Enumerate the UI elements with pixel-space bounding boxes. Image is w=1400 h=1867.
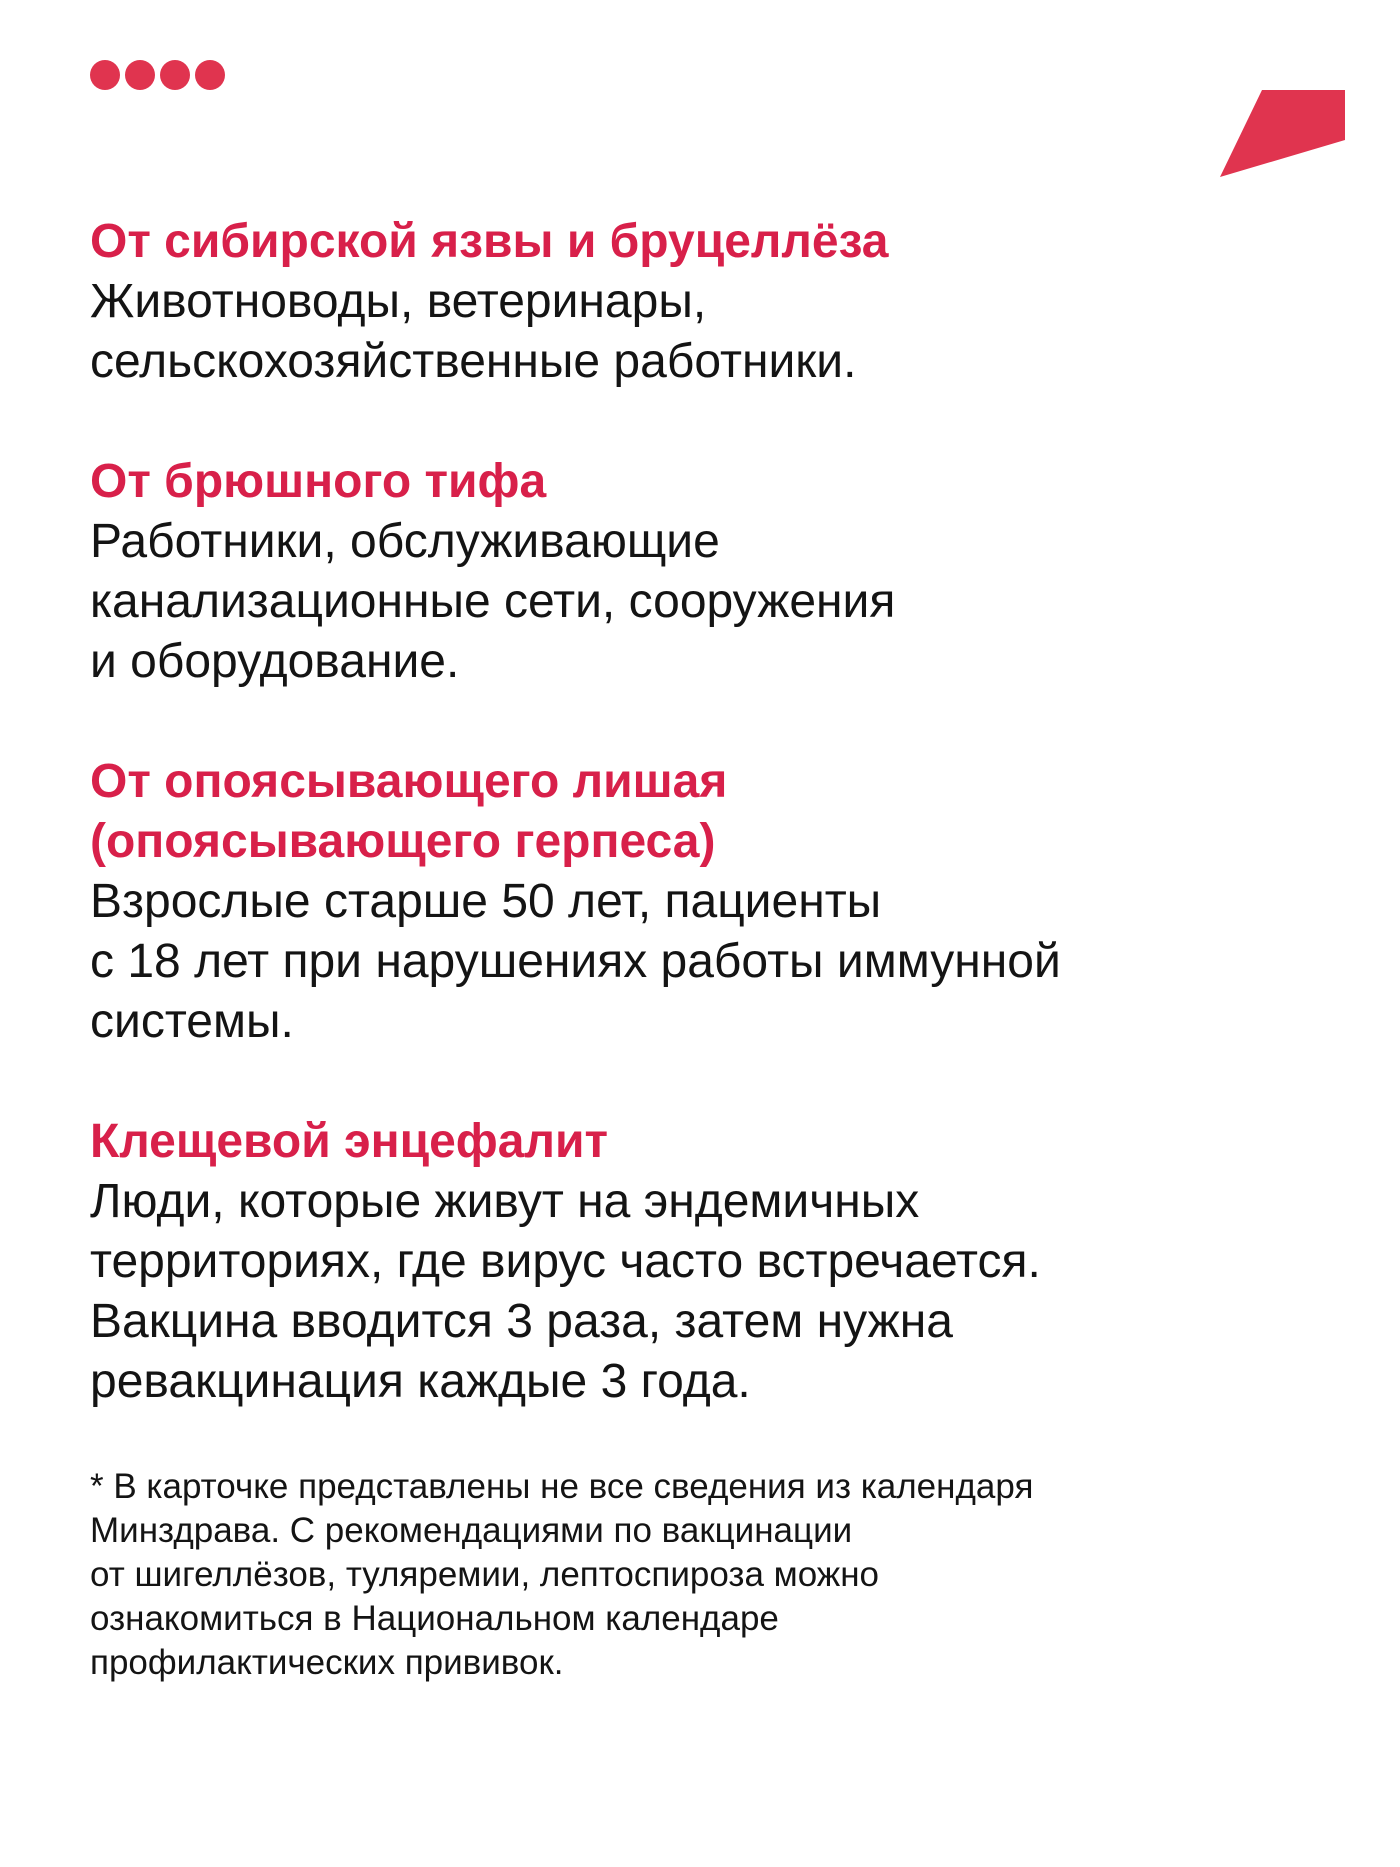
section-title-line: От брюшного тифа: [90, 455, 547, 508]
dot-icon: [195, 60, 225, 90]
section-body-line: сельскохозяйственные работники.: [90, 335, 857, 388]
section-body-line: Работники, обслуживающие: [90, 515, 720, 568]
dot-icon: [90, 60, 120, 90]
section-title-line: От сибирской язвы и бруцеллёза: [90, 215, 889, 268]
section-body-line: системы.: [90, 995, 294, 1048]
section-anthrax-brucellosis: [90, 212, 1330, 392]
section-body-line: Вакцина вводится 3 раза, затем нужна: [90, 1295, 953, 1348]
section-body: [90, 272, 1330, 392]
section-title: [90, 452, 1330, 512]
dot-icon: [125, 60, 155, 90]
section-title: [90, 752, 1330, 872]
section-body-line: Взрослые старше 50 лет, пациенты: [90, 875, 882, 928]
four-dots-icon: [90, 60, 225, 90]
main-content: [90, 212, 1330, 1472]
section-herpes-zoster: [90, 752, 1330, 1052]
section-body-line: и оборудование.: [90, 635, 460, 688]
section-title-line: (опоясывающего герпеса): [90, 815, 716, 868]
section-title: [90, 1112, 1330, 1172]
dot-icon: [160, 60, 190, 90]
footnote-line: Минздрава. С рекомендациями по вакцинации: [90, 1511, 853, 1550]
section-title: [90, 212, 1330, 272]
footnote-line: от шигеллёзов, туляремии, лептоспироза можно: [90, 1555, 879, 1594]
section-typhoid: [90, 452, 1330, 692]
section-body-line: канализационные сети, сооружения: [90, 575, 896, 628]
red-flag-shape-icon: [1220, 90, 1345, 177]
section-body: [90, 1172, 1330, 1412]
footnote-line: * В карточке представлены не все сведения из календаря: [90, 1467, 1034, 1506]
section-body: [90, 512, 1330, 692]
footnote-line: профилактических прививок.: [90, 1643, 564, 1682]
footnote: [90, 1465, 1330, 1685]
section-tick-borne-encephalitis: [90, 1112, 1330, 1412]
section-title-line: От опоясывающего лишая: [90, 755, 728, 808]
section-body-line: Животноводы, ветеринары,: [90, 275, 707, 328]
section-body: [90, 872, 1330, 1052]
section-body-line: территориях, где вирус часто встречается.: [90, 1235, 1041, 1288]
footnote-line: ознакомиться в Национальном календаре: [90, 1599, 779, 1638]
section-title-line: Клещевой энцефалит: [90, 1115, 608, 1168]
section-body-line: с 18 лет при нарушениях работы иммунной: [90, 935, 1061, 988]
section-body-line: ревакцинация каждые 3 года.: [90, 1355, 751, 1408]
section-body-line: Люди, которые живут на эндемичных: [90, 1175, 920, 1228]
